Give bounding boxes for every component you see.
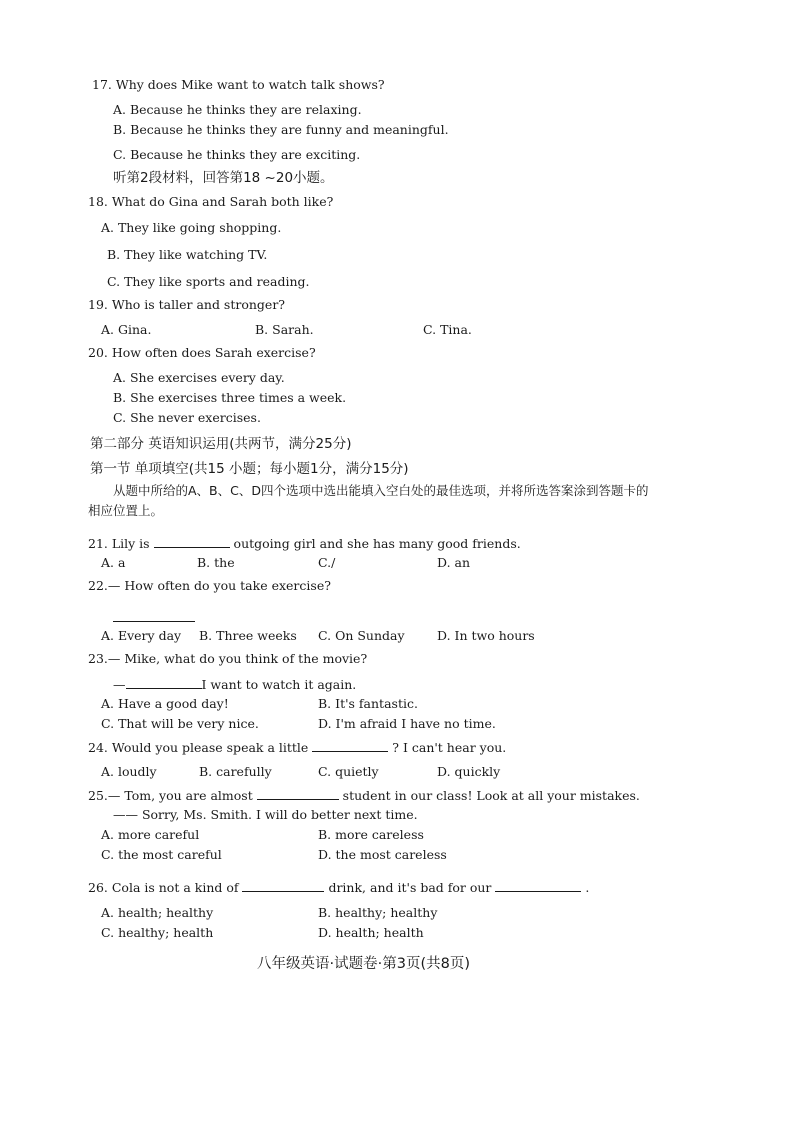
q22-option-c: C. On Sunday [318, 628, 405, 643]
q20-option-b: B. She exercises three times a week. [113, 390, 347, 405]
q21-text-after: outgoing girl and she has many good friends. [229, 536, 521, 551]
q26-text-before: 26. Cola is not a kind of [88, 880, 243, 895]
directions-line-2: 相应位置上。 [88, 503, 164, 518]
q26-text-middle: drink, and it's bad for our [324, 880, 496, 895]
q24-option-a: A. loudly [101, 764, 157, 779]
section-one-heading: 第一节 单项填空(共15 小题；每小题1分，满分15分) [90, 461, 409, 477]
q24-text-after: ? I can't hear you. [388, 740, 507, 755]
q26-option-c: C. healthy; health [101, 925, 214, 940]
q18-option-c: C. They like sports and reading. [107, 274, 310, 289]
question-23-stem: 23.— Mike, what do you think of the movie? [88, 651, 368, 666]
question-19-stem: 19. Who is taller and stronger? [88, 297, 285, 312]
page-footer: 八年级英语·试题卷·第3页(共8页) [257, 956, 470, 972]
q21-text-before: 21. Lily is [88, 536, 154, 551]
q20-option-c: C. She never exercises. [113, 410, 261, 425]
q24-blank [312, 739, 388, 752]
listening-instruction-2: 听第2段材料，回答第18 ~20小题。 [113, 170, 334, 186]
question-22-stem: 22.— How often do you take exercise? [88, 578, 331, 593]
q22-answer-blank [113, 621, 195, 622]
q23-blank [126, 676, 202, 689]
q23-option-b: B. It's fantastic. [318, 696, 418, 711]
q24-option-c: C. quietly [318, 764, 379, 779]
q17-option-a: A. Because he thinks they are relaxing. [113, 102, 362, 117]
q26-option-d: D. health; health [318, 925, 424, 940]
q21-option-c: C./ [318, 555, 336, 570]
q25-option-b: B. more careless [318, 827, 424, 842]
part-two-heading: 第二部分 英语知识运用(共两节，满分25分) [90, 436, 352, 452]
q26-option-a: A. health; healthy [101, 905, 214, 920]
directions-line-1: 从题中所给的A、B、C、D四个选项中选出能填入空白处的最佳选项，并将所选答案涂到答题卡的 [113, 483, 649, 498]
q25-text-before: 25.— Tom, you are almost [88, 788, 257, 803]
q23-option-d: D. I'm afraid I have no time. [318, 716, 496, 731]
q17-option-c: C. Because he thinks they are exciting. [113, 147, 361, 162]
q20-option-a: A. She exercises every day. [113, 370, 285, 385]
q22-option-d: D. In two hours [437, 628, 535, 643]
q23-dash: — [113, 677, 126, 692]
q26-blank-1 [242, 879, 324, 892]
q21-option-b: B. the [197, 555, 235, 570]
q24-option-b: B. carefully [199, 764, 272, 779]
q24-option-d: D. quickly [437, 764, 501, 779]
question-26-stem [88, 879, 589, 896]
q25-option-d: D. the most careless [318, 847, 447, 862]
question-21-stem [88, 535, 521, 552]
question-17-stem: 17. Why does Mike want to watch talk shows? [92, 77, 385, 92]
q23-option-c: C. That will be very nice. [101, 716, 259, 731]
q26-option-b: B. healthy; healthy [318, 905, 438, 920]
q17-option-b: B. Because he thinks they are funny and meaningful. [113, 122, 449, 137]
question-20-stem: 20. How often does Sarah exercise? [88, 345, 316, 360]
q23-option-a: A. Have a good day! [101, 696, 229, 711]
q18-option-a: A. They like going shopping. [101, 220, 282, 235]
q22-option-b: B. Three weeks [199, 628, 297, 643]
q19-option-c: C. Tina. [423, 322, 472, 337]
q25-option-a: A. more careful [101, 827, 200, 842]
q25-reply: —— Sorry, Ms. Smith. I will do better next time. [113, 807, 418, 822]
question-18-stem: 18. What do Gina and Sarah both like? [88, 194, 334, 209]
q23-answer-text: I want to watch it again. [201, 677, 357, 692]
q21-option-a: A. a [101, 555, 126, 570]
question-24-stem [88, 739, 506, 756]
q19-option-b: B. Sarah. [255, 322, 314, 337]
q23-answer-line [113, 676, 356, 693]
question-25-stem [88, 787, 640, 804]
q22-option-a: A. Every day [101, 628, 182, 643]
q21-option-d: D. an [437, 555, 471, 570]
q21-blank [154, 535, 230, 548]
q24-text-before: 24. Would you please speak a little [88, 740, 313, 755]
q25-blank [257, 787, 339, 800]
q26-text-after: . [581, 880, 590, 895]
q25-option-c: C. the most careful [101, 847, 222, 862]
q18-option-b: B. They like watching TV. [107, 247, 268, 262]
q25-text-after: student in our class! Look at all your mistakes. [338, 788, 640, 803]
q26-blank-2 [495, 879, 581, 892]
q19-option-a: A. Gina. [101, 322, 152, 337]
